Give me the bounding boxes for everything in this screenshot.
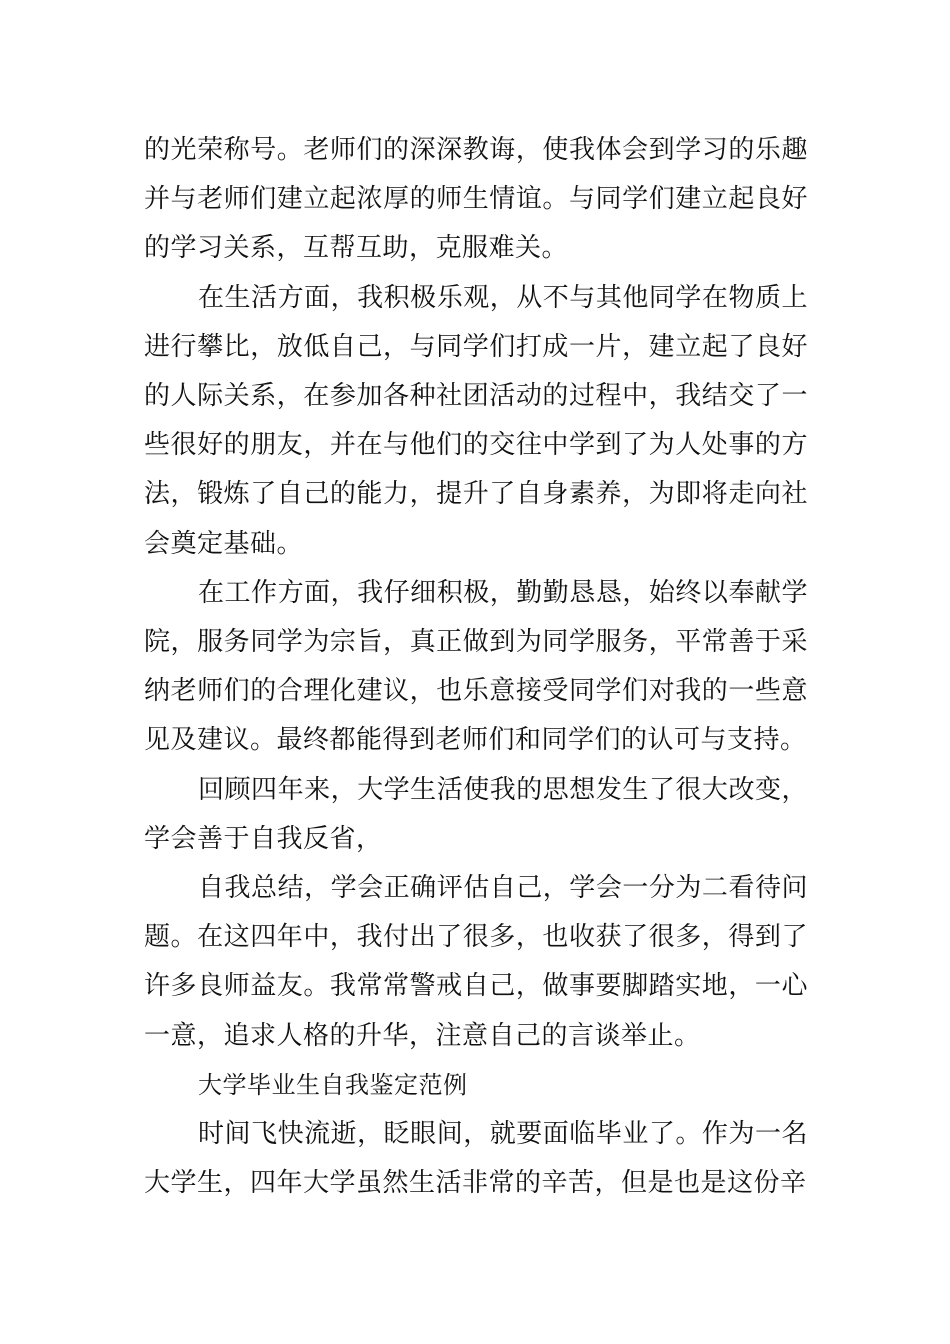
- paragraph-work: 在工作方面，我仔细积极，勤勤恳恳，始终以奉献学院，服务同学为宗旨，真正做到为同学服务，平常善于采纳老师们的合理化建议，也乐意接受同学们对我的一些意见及建议。最终都能得到老师们和同学们的认可与支持。: [144, 577, 808, 756]
- paragraph-review: 回顾四年来，大学生活使我的思想发生了很大改变，学会善于自我反省，: [144, 774, 808, 854]
- section-heading: 大学毕业生自我鉴定范例: [198, 1070, 468, 1099]
- document-body: [144, 126, 808, 1208]
- paragraph-intro: 时间飞快流逝，眨眼间，就要面临毕业了。作为一名大学生，四年大学虽然生活非常的辛苦，但是也是这份辛: [144, 1119, 808, 1199]
- paragraph-life: 在生活方面，我积极乐观，从不与其他同学在物质上进行攀比，放低自己，与同学们打成一片，建立起了良好的人际关系，在参加各种社团活动的过程中，我结交了一些很好的朋友，并在与他们的交往中学到了为人处事的方法，锻炼了自己的能力，提升了自身素养，为即将走向社会奠定基础。: [144, 282, 808, 559]
- paragraph-summary: 自我总结，学会正确评估自己，学会一分为二看待问题。在这四年中，我付出了很多，也收获了很多，得到了许多良师益友。我常常警戒自己，做事要脚踏实地，一心一意，追求人格的升华，注意自己的言谈举止。: [144, 873, 808, 1051]
- paragraph-continuation: 的光荣称号。老师们的深深教诲，使我体会到学习的乐趣并与老师们建立起浓厚的师生情谊。与同学们建立起良好的学习关系，互帮互助，克服难关。: [144, 135, 808, 264]
